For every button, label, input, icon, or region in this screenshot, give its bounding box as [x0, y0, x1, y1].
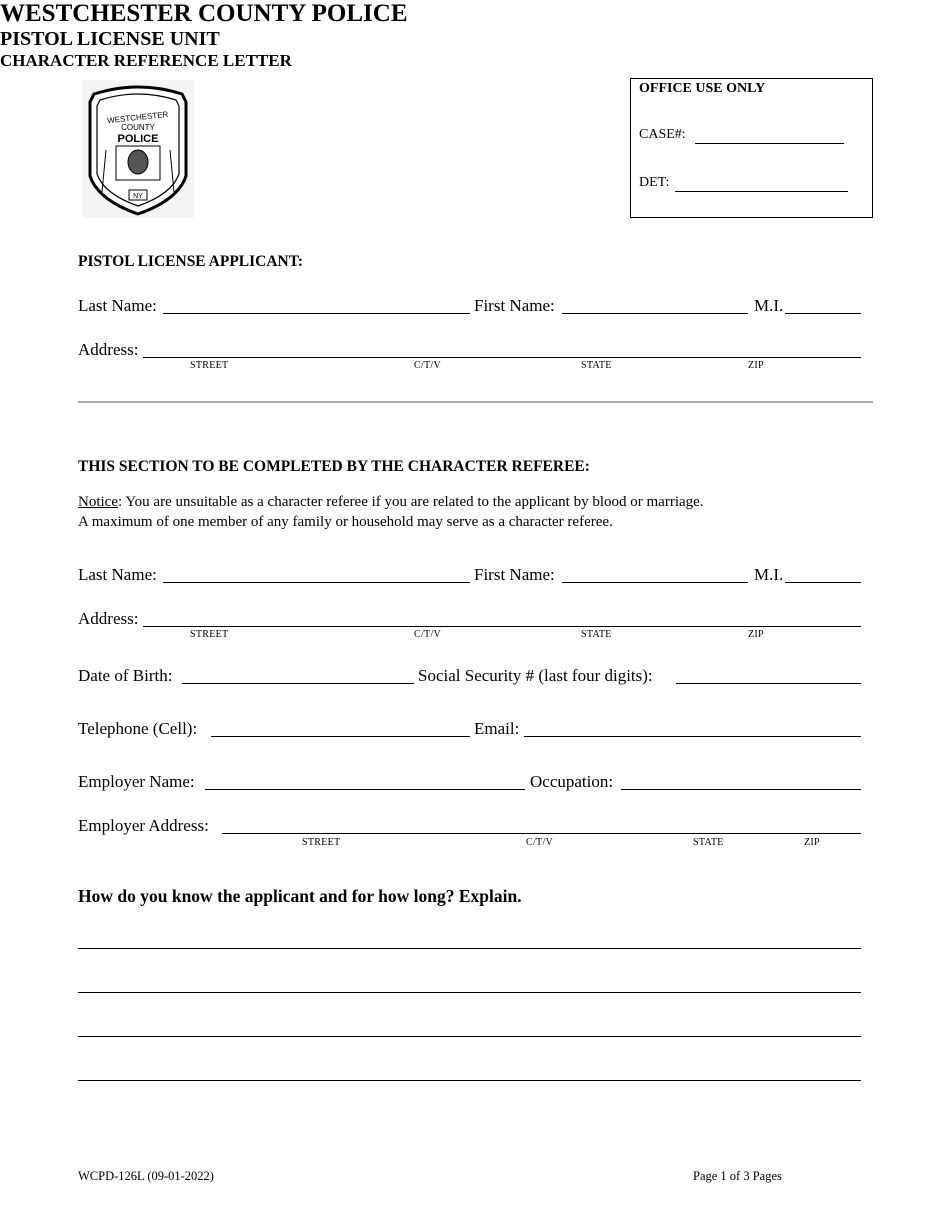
- email-label: Email:: [474, 719, 520, 738]
- employer-street-caption: STREET: [302, 837, 341, 848]
- applicant-address-label: Address:: [78, 340, 139, 359]
- employer-address-label: Employer Address:: [78, 816, 209, 835]
- referee-first-name-field[interactable]: [562, 582, 748, 583]
- applicant-first-name-field[interactable]: [562, 313, 748, 314]
- ssn-label: Social Security # (last four digits):: [418, 666, 653, 685]
- applicant-last-name-field[interactable]: [163, 313, 470, 314]
- office-use-box: [630, 78, 873, 218]
- occupation-label: Occupation:: [530, 772, 614, 791]
- police-badge-logo: [82, 80, 194, 218]
- dob-field[interactable]: [182, 683, 414, 684]
- employer-zip-caption: ZIP: [804, 837, 820, 848]
- employer-name-label: Employer Name:: [78, 772, 195, 791]
- applicant-heading: PISTOL LICENSE APPLICANT:: [78, 253, 304, 270]
- svg-text:NY: NY: [133, 193, 143, 200]
- dob-label: Date of Birth:: [78, 666, 173, 685]
- applicant-zip-caption: ZIP: [748, 360, 764, 371]
- referee-ctv-caption: C/T/V: [414, 629, 442, 640]
- answer-line-4[interactable]: [78, 1080, 861, 1081]
- employer-address-field[interactable]: [222, 833, 861, 834]
- det-field[interactable]: [675, 191, 848, 192]
- applicant-ctv-caption: C/T/V: [414, 360, 442, 371]
- agency-title: WESTCHESTER COUNTY POLICE: [0, 0, 408, 27]
- notice-text-1: : You are unsuitable as a character referee if you are related to the applicant by blood or marriage.: [117, 494, 704, 510]
- ssn-field[interactable]: [676, 683, 861, 684]
- referee-address-field[interactable]: [143, 626, 861, 627]
- referee-first-name-label: First Name:: [474, 565, 555, 584]
- case-label: CASE#:: [639, 127, 686, 142]
- referee-state-caption: STATE: [581, 629, 612, 640]
- applicant-street-caption: STREET: [190, 360, 229, 371]
- applicant-address-field[interactable]: [143, 357, 861, 358]
- det-label: DET:: [639, 175, 670, 190]
- phone-field[interactable]: [211, 736, 470, 737]
- employer-ctv-caption: C/T/V: [526, 837, 554, 848]
- notice-line-2: A maximum of one member of any family or household may serve as a character referee.: [78, 514, 613, 530]
- svg-text:POLICE: POLICE: [117, 133, 159, 145]
- referee-heading: THIS SECTION TO BE COMPLETED BY THE CHARACTER REFEREE:: [78, 458, 590, 475]
- referee-zip-caption: ZIP: [748, 629, 764, 640]
- answer-line-3[interactable]: [78, 1036, 861, 1037]
- page-indicator: Page 1 of 3 Pages: [693, 1169, 782, 1183]
- notice-line-1: [78, 492, 704, 512]
- relationship-question: How do you know the applicant and for how long? Explain.: [78, 886, 522, 906]
- employer-state-caption: STATE: [693, 837, 724, 848]
- applicant-mi-field[interactable]: [785, 313, 861, 314]
- applicant-first-name-label: First Name:: [474, 296, 555, 315]
- referee-last-name-label: Last Name:: [78, 565, 157, 584]
- office-use-title: OFFICE USE ONLY: [639, 81, 766, 96]
- answer-line-2[interactable]: [78, 992, 861, 993]
- phone-label: Telephone (Cell):: [78, 719, 198, 738]
- referee-address-label: Address:: [78, 609, 139, 628]
- referee-street-caption: STREET: [190, 629, 229, 640]
- employer-name-field[interactable]: [205, 789, 525, 790]
- email-field[interactable]: [524, 736, 861, 737]
- section-divider: [78, 401, 873, 403]
- form-title: CHARACTER REFERENCE LETTER: [0, 51, 292, 70]
- applicant-mi-label: M.I.: [754, 296, 784, 315]
- referee-mi-field[interactable]: [785, 582, 861, 583]
- notice-label: Notice: [78, 494, 118, 510]
- answer-line-1[interactable]: [78, 948, 861, 949]
- case-number-field[interactable]: [695, 143, 844, 144]
- referee-mi-label: M.I.: [754, 565, 784, 584]
- occupation-field[interactable]: [621, 789, 861, 790]
- referee-last-name-field[interactable]: [163, 582, 470, 583]
- applicant-last-name-label: Last Name:: [78, 296, 157, 315]
- form-id: WCPD-126L (09-01-2022): [78, 1169, 214, 1183]
- svg-text:COUNTY: COUNTY: [121, 123, 155, 132]
- svg-text:WESTCHESTER: WESTCHESTER: [106, 109, 169, 126]
- applicant-state-caption: STATE: [581, 360, 612, 371]
- unit-title: PISTOL LICENSE UNIT: [0, 28, 220, 50]
